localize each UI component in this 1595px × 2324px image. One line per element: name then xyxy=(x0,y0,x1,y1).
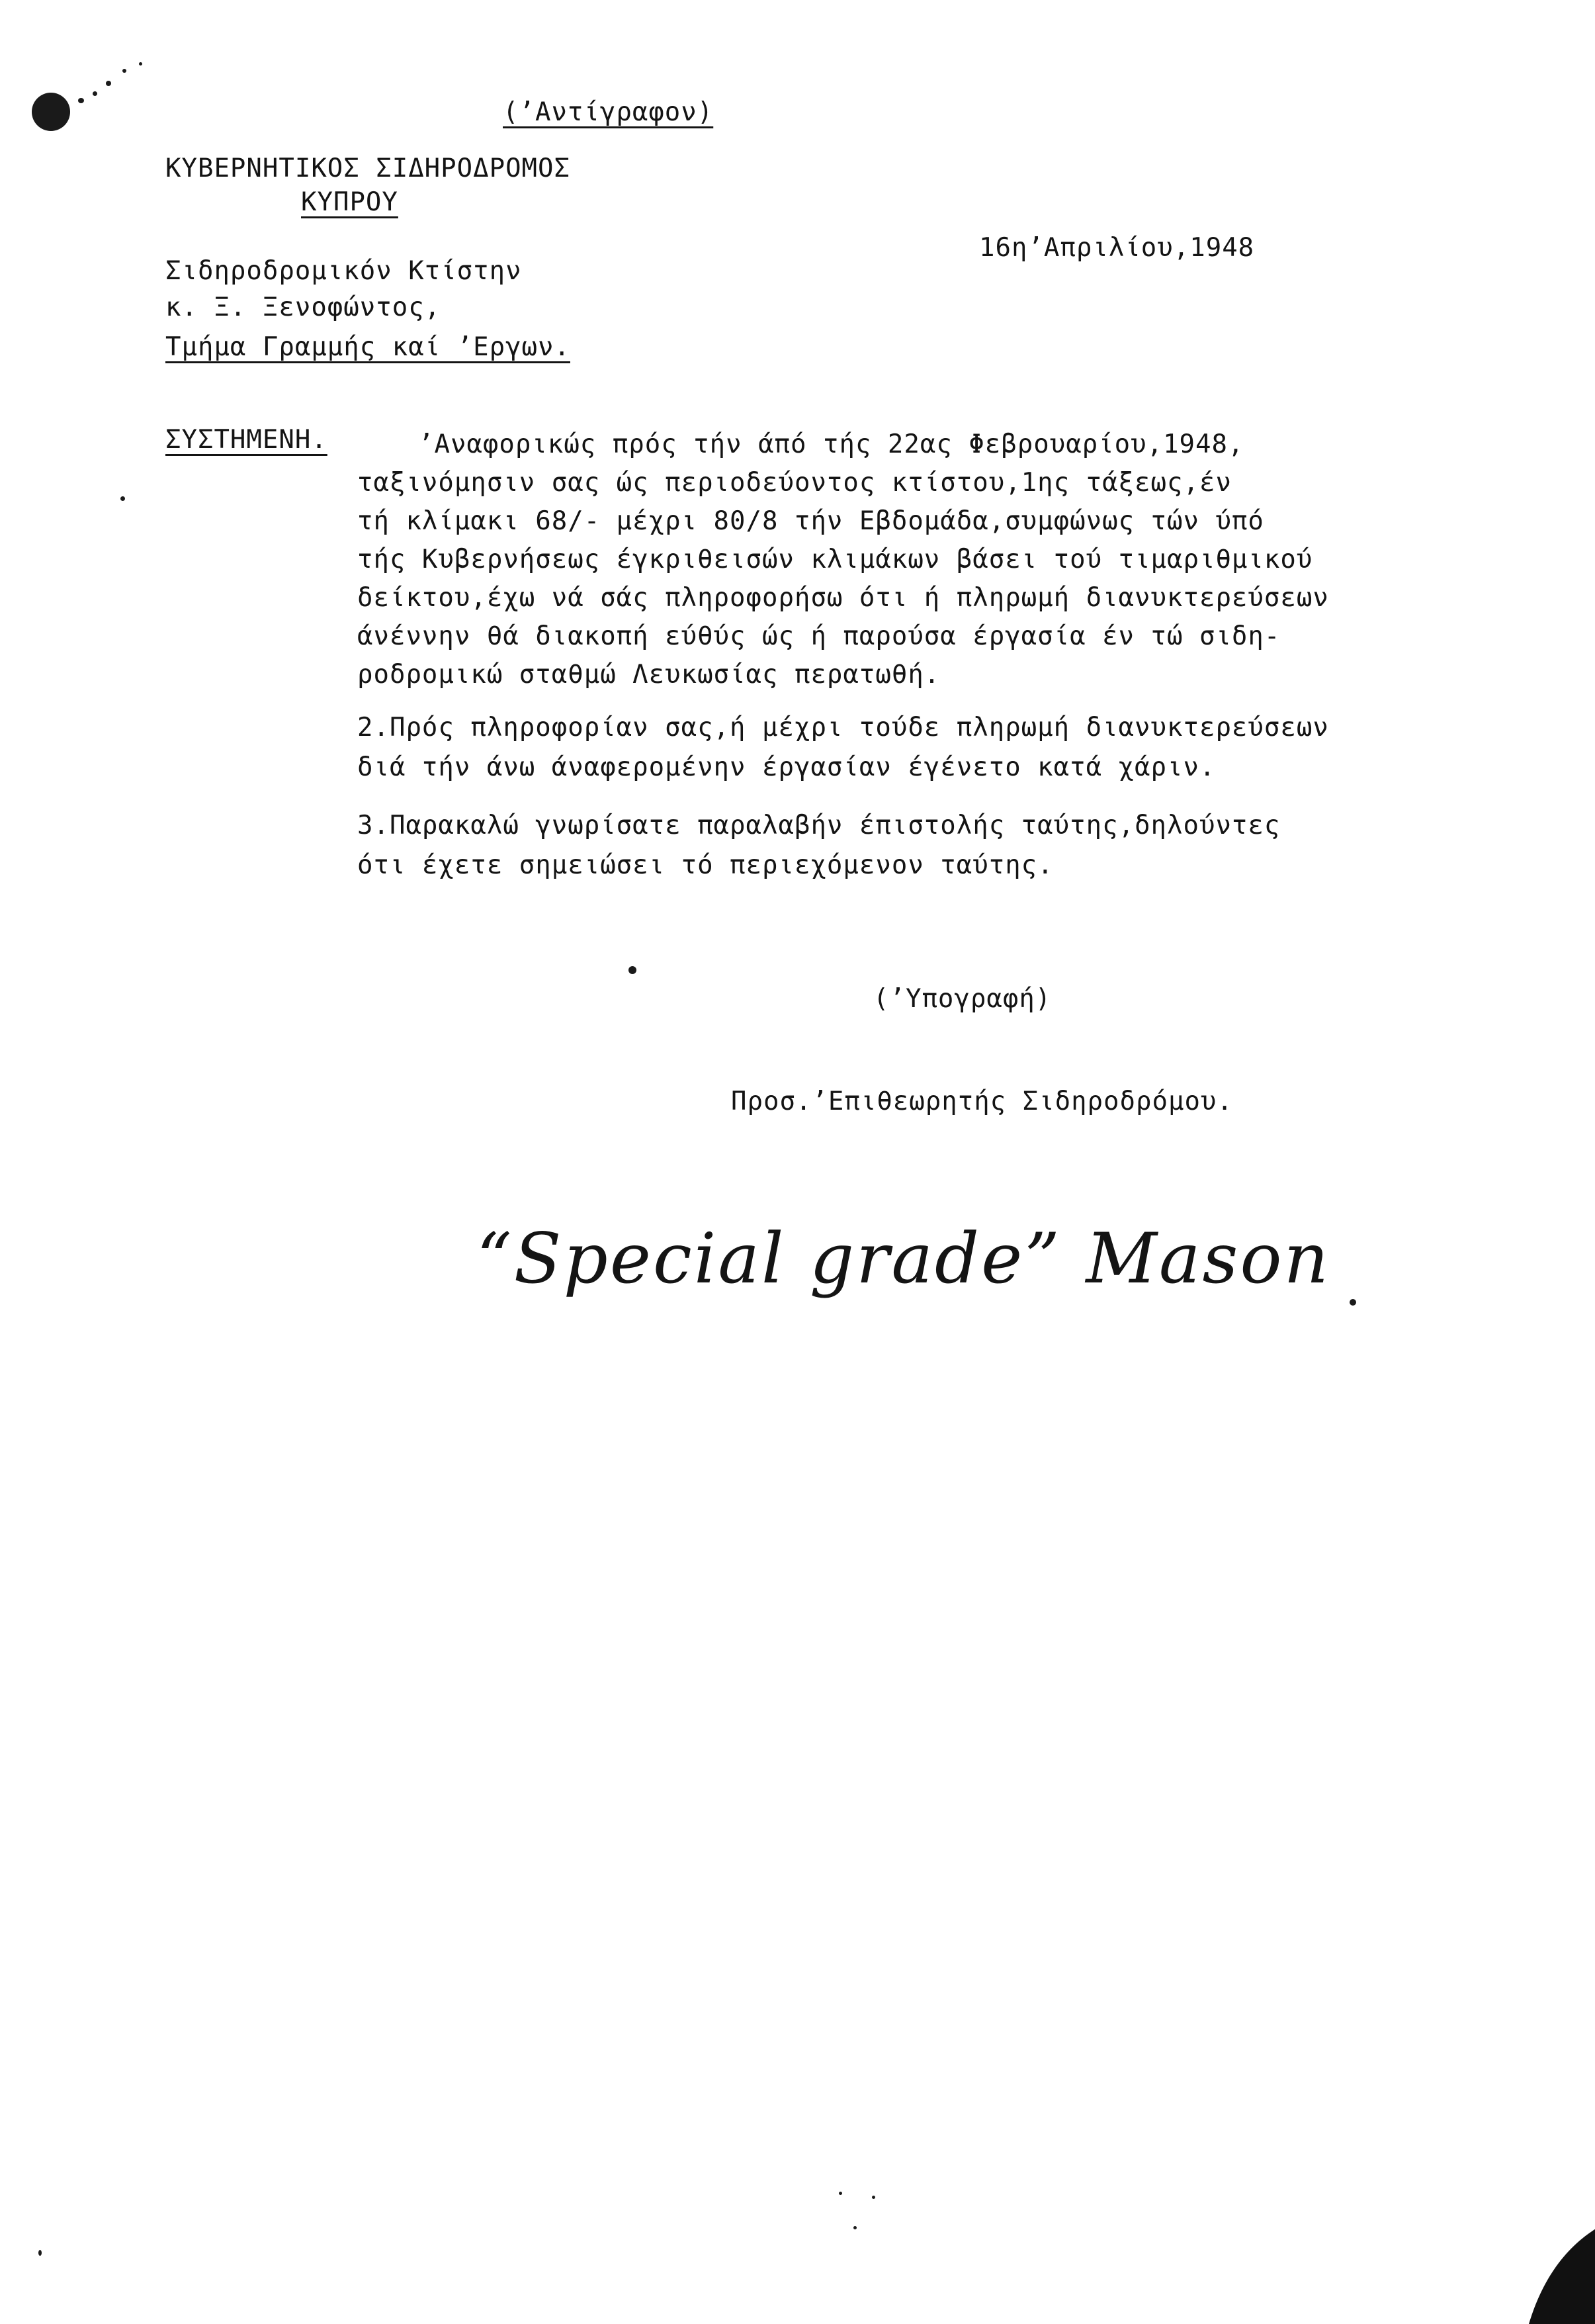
paragraph-line: 3.Παρακαλώ γνωρίσατε παραλαβήν έπιστολής ταύτης,δηλούντες xyxy=(357,811,1281,840)
signature-placeholder: (’Υπογραφή) xyxy=(873,984,1052,1014)
paragraph-line: ταξινόμησιν σας ώς περιοδεύοντος κτίστου,1ης τάξεως,έν xyxy=(357,468,1232,498)
scan-speck xyxy=(93,91,97,96)
page-corner-shadow xyxy=(1509,2198,1595,2324)
paragraph-line: ότι έχετε σημειώσει τό περιεχόμενον ταύτης. xyxy=(357,850,1054,880)
recipient-title: Σιδηροδρομικόν Κτίστην xyxy=(165,256,522,286)
paragraph-line: διά τήν άνω άναφερομένην έργασίαν έγένετο κατά χάριν. xyxy=(357,752,1216,782)
organization-name: ΚΥΒΕΡΝΗΤΙΚΟΣ ΣΙΔΗΡΟΔΡΟΜΟΣ xyxy=(165,154,570,183)
handwritten-note: “Special grade” Mason xyxy=(476,1218,1331,1299)
scan-speck xyxy=(853,2226,857,2229)
scan-speck xyxy=(78,98,84,103)
paragraph-line: δείκτου,έχω νά σάς πληροφορήσω ότι ή πληρωμή διανυκτερεύσεων xyxy=(357,583,1329,613)
scan-speck xyxy=(1350,1299,1356,1306)
scan-speck xyxy=(122,69,126,73)
scan-speck xyxy=(628,966,636,974)
scan-speck xyxy=(139,62,142,66)
letter-date: 16η’Απριλίου,1948 xyxy=(979,233,1255,263)
scan-speck xyxy=(120,496,125,501)
scan-speck xyxy=(872,2196,875,2199)
organization-country: ΚΥΠΡΟΥ xyxy=(301,187,398,217)
paragraph-line: τή κλίμακι 68/- μέχρι 80/8 τήν Εβδομάδα,συμφώνως τών ύπό xyxy=(357,506,1264,536)
scan-speck xyxy=(106,81,111,86)
paragraph-line: ’Αναφορικώς πρός τήν άπό τής 22ας Φεβρουαρίου,1948, xyxy=(418,429,1244,459)
registered-label: ΣΥΣΤΗΜΕΝΗ. xyxy=(165,425,327,455)
scan-speck xyxy=(839,2192,842,2195)
ink-blot xyxy=(32,93,70,131)
paragraph-line: 2.Πρός πληροφορίαν σας,ή μέχρι τούδε πληρωμή διανυκτερεύσεων xyxy=(357,713,1329,742)
scan-speck xyxy=(38,2250,42,2256)
recipient-department: Τμήμα Γραμμής καί ’Εργων. xyxy=(165,332,570,362)
copy-label: (’Αντίγραφον) xyxy=(503,97,714,127)
signatory-title: Προσ.’Επιθεωρητής Σιδηροδρόμου. xyxy=(731,1087,1233,1116)
paragraph-line: άνέννην θά διακοπή εύθύς ώς ή παρούσα έργασία έν τώ σιδη- xyxy=(357,621,1281,651)
recipient-name: κ. Ξ. Ξενοφώντος, xyxy=(165,292,441,322)
paragraph-line: τής Κυβερνήσεως έγκριθεισών κλιμάκων βάσει τού τιμαριθμικού xyxy=(357,545,1313,574)
paragraph-line: ροδρομικώ σταθμώ Λευκωσίας περατωθή. xyxy=(357,660,941,690)
